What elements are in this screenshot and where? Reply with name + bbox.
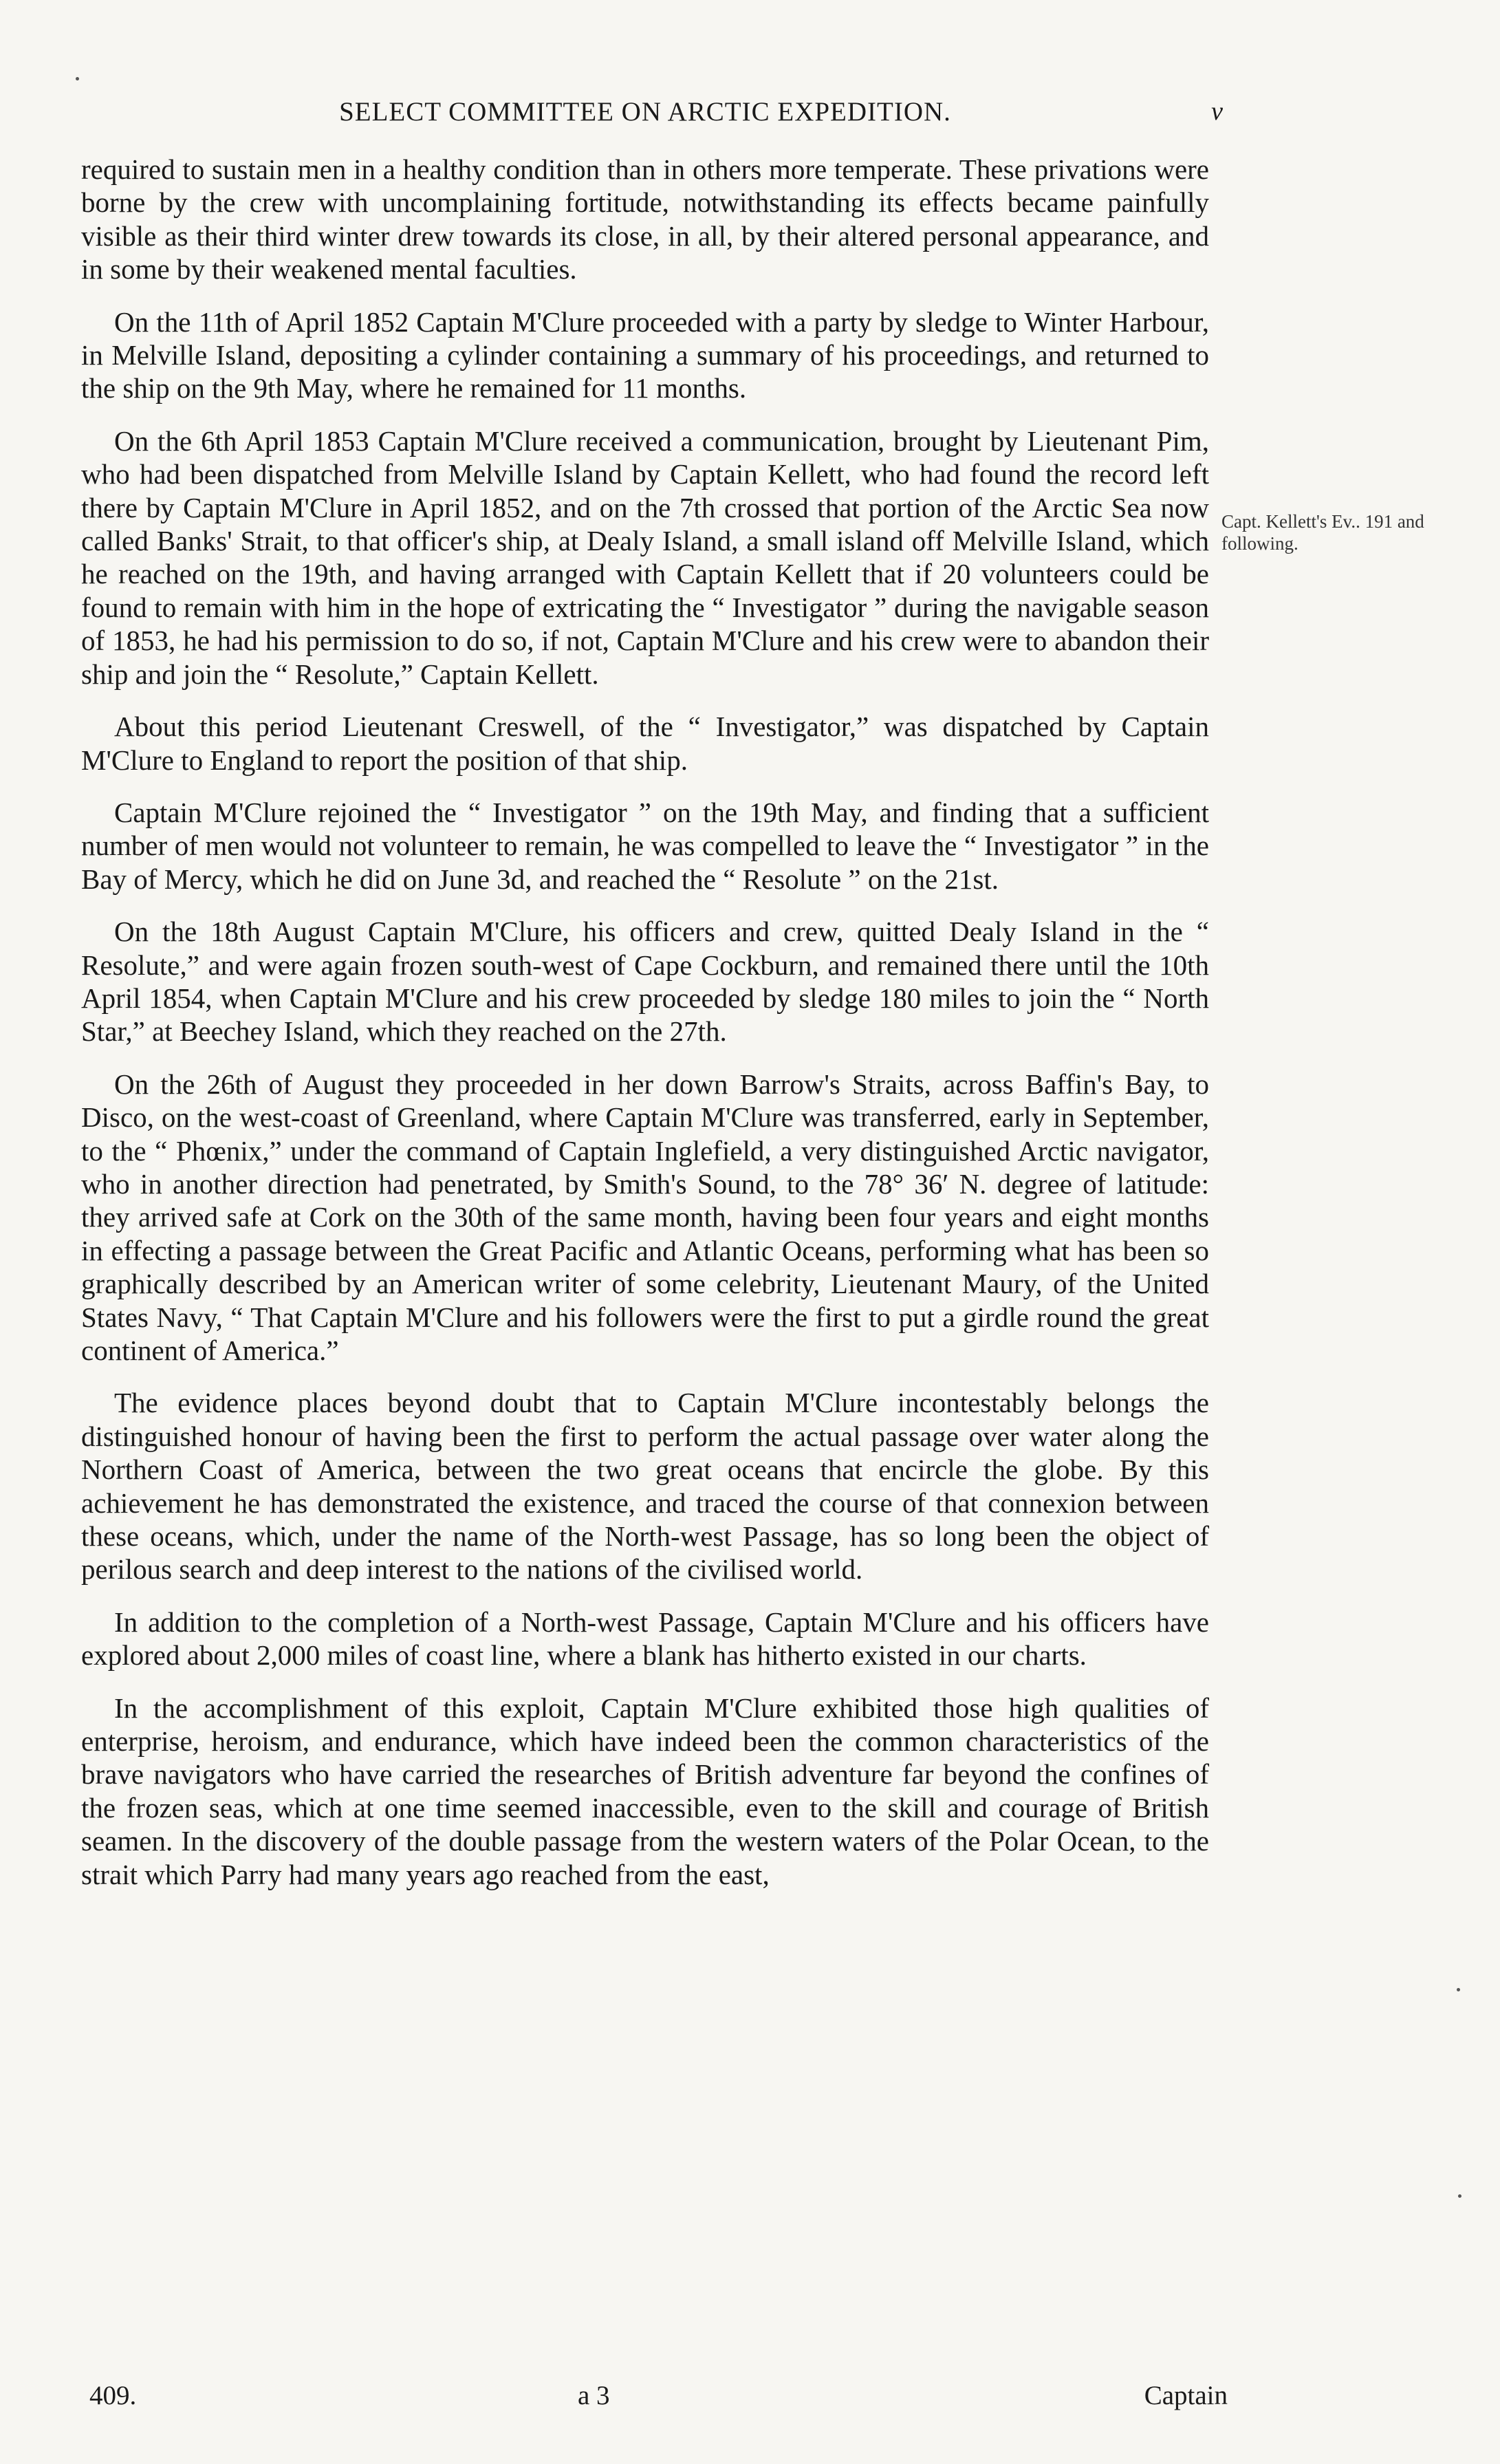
paragraph-9: In addition to the completion of a North-west Passage, Captain M'Clure and his officers have explored about 2,000 miles of coast line, where a blank has hitherto existed in our charts. — [81, 1606, 1209, 1672]
footer-signature: a 3 — [578, 2381, 610, 2410]
page-number: v — [1211, 97, 1223, 126]
document-page — [81, 96, 1223, 1910]
running-title: SELECT COMMITTEE ON ARCTIC EXPEDITION. — [339, 97, 951, 127]
page-footer — [89, 2380, 1228, 2414]
footer-catchword: Captain — [1144, 2381, 1228, 2410]
page-header — [81, 96, 1223, 138]
print-speck — [1458, 2194, 1461, 2198]
paragraph-10: In the accomplishment of this exploit, Captain M'Clure exhibited those high qualities of enterprise, heroism, and endurance, which have indeed been the common characteristics of the brave navigators who have carried the researches of British adventure far beyond the confines of the frozen seas, which at one time seemed inaccessible, even to the skill and courage of British seamen. In the discovery of the double passage from the western waters of the Polar Ocean, to the strait which Parry had many years ago reached from the east, — [81, 1692, 1209, 1890]
footer-number: 409. — [89, 2381, 137, 2410]
paragraph-3: On the 6th April 1853 Captain M'Clure received a communication, brought by Lieutenant Pim, who had been dispatched from Melville Island by Captain Kellett, who had found the record left there by Captain M'Clure in April 1852, and on the 7th crossed that portion of the Arctic Sea now called Banks' Strait, to that officer's ship, at Dealy Island, a small island off Melville Island, which he reached on the 19th, and having arranged with Captain Kellett that if 20 volunteers could be found to remain with him in the hope of extricating the “ Investigator ” during the navigable season of 1853, he had his permission to do so, if not, Captain M'Clure and his crew were to abandon their ship and join the “ Resolute,” Captain Kellett. — [81, 424, 1209, 690]
paragraph-4: About this period Lieutenant Creswell, of the “ Investigator,” was dispatched by Captain M'Clure to England to report the position of that ship. — [81, 711, 1209, 776]
print-speck — [76, 77, 79, 80]
print-speck — [1457, 1988, 1460, 1991]
paragraph-1: required to sustain men in a healthy condition than in others more temperate. These privations were borne by the crew with uncomplaining fortitude, notwithstanding its effects became painfully visible as their third winter drew towards its close, in all, by their altered personal appearance, and in some by their weakened mental faculties. — [81, 153, 1209, 285]
margin-note: Capt. Kellett's Ev.. 191 and following. — [1221, 511, 1424, 554]
paragraph-2: On the 11th of April 1852 Captain M'Clure proceeded with a party by sledge to Winter Harbour, in Melville Island, depositing a cylinder containing a summary of his proceedings, and returned to the ship on the 9th May, where he remained for 11 months. — [81, 305, 1209, 404]
paragraph-5: Captain M'Clure rejoined the “ Investigator ” on the 19th May, and finding that a sufficient number of men would not volunteer to remain, he was compelled to leave the “ Investigator ” in the Bay of Mercy, which he did on June 3d, and reached the “ Resolute ” on the 21st. — [81, 796, 1209, 895]
paragraph-6: On the 18th August Captain M'Clure, his officers and crew, quitted Dealy Island in the “ Resolute,” and were again frozen south-west of Cape Cockburn, and remained there until the 10th April 1854, when Captain M'Clure and his crew proceeded by sledge 180 miles to join the “ North Star,” at Beechey Island, which they reached on the 27th. — [81, 916, 1209, 1048]
paragraph-8: The evidence places beyond doubt that to Captain M'Clure incontestably belongs the distinguished honour of having been the first to perform the actual passage over water along the Northern Coast of America, between the two great oceans that encircle the globe. By this achievement he has demonstrated the existence, and traced the course of that connexion between these oceans, which, under the name of the North-west Passage, has so long been the object of perilous search and deep interest to the nations of the civilised world. — [81, 1387, 1209, 1586]
paragraph-7: On the 26th of August they proceeded in her down Barrow's Straits, across Baffin's Bay, to Disco, on the west-coast of Greenland, where Captain M'Clure was transferred, early in September, to the “ Phœnix,” under the command of Captain Inglefield, a very distinguished Arctic navigator, who in another direction had penetrated, by Smith's Sound, to the 78° 36′ N. degree of latitude: they arrived safe at Cork on the 30th of the same month, having been four years and eight months in effecting a passage between the Great Pacific and Atlantic Oceans, performing what has been so graphically described by an American writer of some celebrity, Lieutenant Maury, of the United States Navy, “ That Captain M'Clure and his followers were the first to put a girdle round the great continent of America.” — [81, 1068, 1209, 1366]
